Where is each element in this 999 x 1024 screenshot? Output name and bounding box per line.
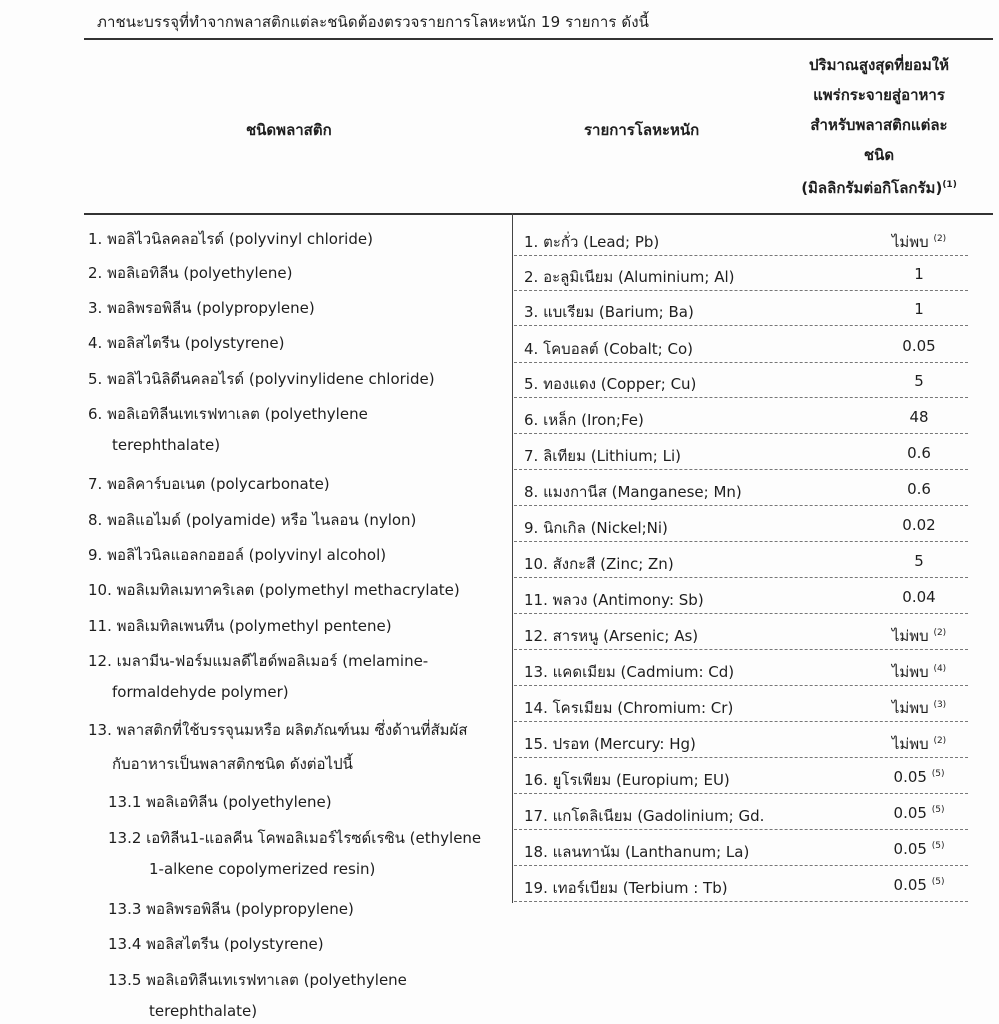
metal-limit-value: ไม่พบ [891, 699, 929, 717]
metal-limit [859, 588, 979, 606]
metal-limit [859, 372, 979, 390]
metal-limit-note: (2) [933, 234, 947, 244]
metal-limit [859, 840, 979, 858]
list-item: 3. พอลิพรอพิลีน (polypropylene) [88, 299, 315, 317]
metal-row [514, 831, 968, 866]
metal-limit-value: 0.05 [893, 804, 927, 822]
list-item: 7. พอลิคาร์บอเนต (polycarbonate) [88, 475, 330, 493]
metal-limit [859, 230, 979, 254]
metal-row [514, 687, 968, 722]
header-rule [84, 213, 993, 215]
list-item-continued: กับอาหารเป็นพลาสติกชนิด ดังต่อไปนี้ [112, 755, 353, 773]
metal-row [514, 256, 968, 291]
metal-limit [859, 660, 979, 684]
list-item: 13. พลาสติกที่ใช้บรรจุนมหรือ ผลิตภัณฑ์นม ซึ่งด้านที่สัมผัส [88, 721, 468, 739]
metal-limit-value: 5 [914, 552, 924, 570]
metal-name: 10. สังกะสี (Zinc; Zn) [524, 555, 674, 573]
metal-name: 4. โคบอลต์ (Cobalt; Co) [524, 340, 693, 358]
metal-row [514, 399, 968, 434]
metal-row [514, 291, 968, 326]
metal-name: 9. นิกเกิล (Nickel;Ni) [524, 519, 668, 537]
metal-limit [859, 804, 979, 822]
header-max-migration [784, 50, 974, 203]
metal-limit [859, 732, 979, 756]
metal-limit [859, 300, 979, 318]
list-item: 10. พอลิเมทิลเมทาคริเลต (polymethyl methacrylate) [88, 581, 460, 599]
metal-limit [859, 876, 979, 894]
metal-limit-value: 0.05 [902, 337, 936, 355]
metal-limit-note: (3) [933, 700, 947, 710]
metal-name: 16. ยูโรเพียม (Europium; EU) [524, 771, 730, 789]
metal-row [514, 543, 968, 578]
header-unit-text: (มิลลิกรัมต่อกิโลกรัม) [801, 179, 943, 197]
list-item: 9. พอลิไวนิลแอลกอฮอล์ (polyvinyl alcohol) [88, 546, 387, 564]
metal-limit-note: (2) [933, 736, 947, 746]
sub-list-item: 13.4 พอลิสไตรีน (polystyrene) [108, 935, 324, 953]
metal-row [514, 435, 968, 470]
metal-limit [859, 480, 979, 498]
metal-limit [859, 768, 979, 786]
metal-row [514, 363, 968, 398]
header-max-line: ชนิด [863, 146, 895, 164]
metal-limit-value: 1 [914, 265, 924, 283]
metal-limit [859, 624, 979, 648]
metal-limit-value: 0.05 [893, 840, 927, 858]
metal-name: 6. เหล็ก (Iron;Fe) [524, 411, 644, 429]
metal-limit-value: 48 [909, 408, 929, 426]
list-item: 1. พอลิไวนิลคลอไรด์ (polyvinyl chloride) [88, 230, 373, 248]
metal-limit-note: (5) [931, 841, 945, 851]
metal-row [514, 867, 968, 902]
metal-name: 3. แบเรียม (Barium; Ba) [524, 303, 694, 321]
metal-limit-value: 0.05 [893, 876, 927, 894]
header-plastic-type: ชนิดพลาสติก [246, 121, 332, 139]
metal-limit-note: (2) [933, 628, 947, 638]
list-item-continued: terephthalate) [112, 436, 221, 454]
metal-name: 11. พลวง (Antimony: Sb) [524, 591, 704, 609]
header-max-line: ปริมาณสูงสุดที่ยอมให้ [809, 56, 949, 74]
metal-limit-note: (5) [931, 769, 945, 779]
metal-name: 14. โครเมียม (Chromium: Cr) [524, 699, 734, 717]
list-item: 11. พอลิเมทิลเพนทีน (polymethyl pentene) [88, 617, 392, 635]
metal-name: 17. แกโดลิเนียม (Gadolinium; Gd. [524, 807, 765, 825]
metal-name: 19. เทอร์เบียม (Terbium : Tb) [524, 879, 728, 897]
metal-row [514, 723, 968, 758]
metal-name: 13. แคดเมียม (Cadmium: Cd) [524, 663, 735, 681]
metal-limit-note: (4) [933, 664, 947, 674]
list-item: 6. พอลิเอทิลีนเทเรฟทาเลต (polyethylene [88, 405, 368, 423]
metal-limit [859, 408, 979, 426]
metal-row [514, 579, 968, 614]
list-item: 2. พอลิเอทิลีน (polyethylene) [88, 264, 293, 282]
metal-limit [859, 444, 979, 462]
metal-limit-value: ไม่พบ [891, 663, 929, 681]
metal-limit [859, 265, 979, 283]
sub-list-item: 13.2 เอทิลีน1-แอลคีน โคพอลิเมอร์ไรซด์เรซิน (ethylene [108, 829, 482, 847]
list-item-continued: formaldehyde polymer) [112, 683, 289, 701]
header-max-line: สำหรับพลาสติกแต่ละ [810, 116, 948, 134]
sub-list-item: 13.3 พอลิพรอพิลีน (polypropylene) [108, 900, 354, 918]
metal-row [514, 328, 968, 363]
metal-row [514, 651, 968, 686]
metal-limit-value: 1 [914, 300, 924, 318]
metal-row [514, 471, 968, 506]
list-item: 12. เมลามีน-ฟอร์มแมลดีไฮด์พอลิเมอร์ (melamine- [88, 652, 429, 670]
metal-limit-value: 0.02 [902, 516, 936, 534]
metal-limit-value: ไม่พบ [891, 627, 929, 645]
column-divider [512, 213, 513, 903]
metal-limit-value: 5 [914, 372, 924, 390]
metal-name: 8. แมงกานีส (Manganese; Mn) [524, 483, 742, 501]
list-item: 5. พอลิไวนิลิดีนคลอไรด์ (polyvinylidene chloride) [88, 370, 435, 388]
metal-limit-value: ไม่พบ [891, 233, 929, 251]
metal-limit-value: ไม่พบ [891, 735, 929, 753]
list-item: 8. พอลิแอไมด์ (polyamide) หรือ ไนลอน (nylon) [88, 511, 417, 529]
top-rule [84, 38, 993, 40]
metal-row [514, 615, 968, 650]
header-max-line: แพร่กระจายสู่อาหาร [813, 86, 945, 104]
metal-limit [859, 696, 979, 720]
metal-name: 1. ตะกั่ว (Lead; Pb) [524, 233, 660, 251]
header-unit [784, 170, 974, 203]
sub-list-item: 13.5 พอลิเอทิลีนเทเรฟทาเลต (polyethylene [108, 971, 407, 989]
header-heavy-metal: รายการโลหะหนัก [584, 121, 700, 139]
metal-limit-value: 0.6 [907, 480, 931, 498]
metal-limit-value: 0.04 [902, 588, 936, 606]
metal-name: 15. ปรอท (Mercury: Hg) [524, 735, 696, 753]
header-unit-note: (1) [942, 180, 957, 190]
metal-name: 7. ลิเทียม (Lithium; Li) [524, 447, 681, 465]
metal-name: 2. อะลูมิเนียม (Aluminium; Al) [524, 268, 735, 286]
metal-limit [859, 552, 979, 570]
metal-limit-value: 0.6 [907, 444, 931, 462]
metal-limit-note: (5) [931, 805, 945, 815]
metal-name: 18. แลนทานัม (Lanthanum; La) [524, 843, 750, 861]
metal-limit [859, 516, 979, 534]
metal-name: 12. สารหนู (Arsenic; As) [524, 627, 699, 645]
sub-list-item-continued: 1-alkene copolymerized resin) [149, 860, 376, 878]
metal-limit [859, 337, 979, 355]
list-item: 4. พอลิสไตรีน (polystyrene) [88, 334, 285, 352]
intro-text: ภาชนะบรรจุที่ทำจากพลาสติกแต่ละชนิดต้องตรวจรายการโลหะหนัก 19 รายการ ดังนี้ [97, 13, 650, 31]
metal-row [514, 759, 968, 794]
metal-row [514, 507, 968, 542]
metal-row [514, 221, 968, 256]
metal-row [514, 795, 968, 830]
metal-name: 5. ทองแดง (Copper; Cu) [524, 375, 697, 393]
metal-limit-note: (5) [931, 877, 945, 887]
metal-limit-value: 0.05 [893, 768, 927, 786]
sub-list-item-continued: terephthalate) [149, 1002, 258, 1020]
sub-list-item: 13.1 พอลิเอทิลีน (polyethylene) [108, 793, 332, 811]
